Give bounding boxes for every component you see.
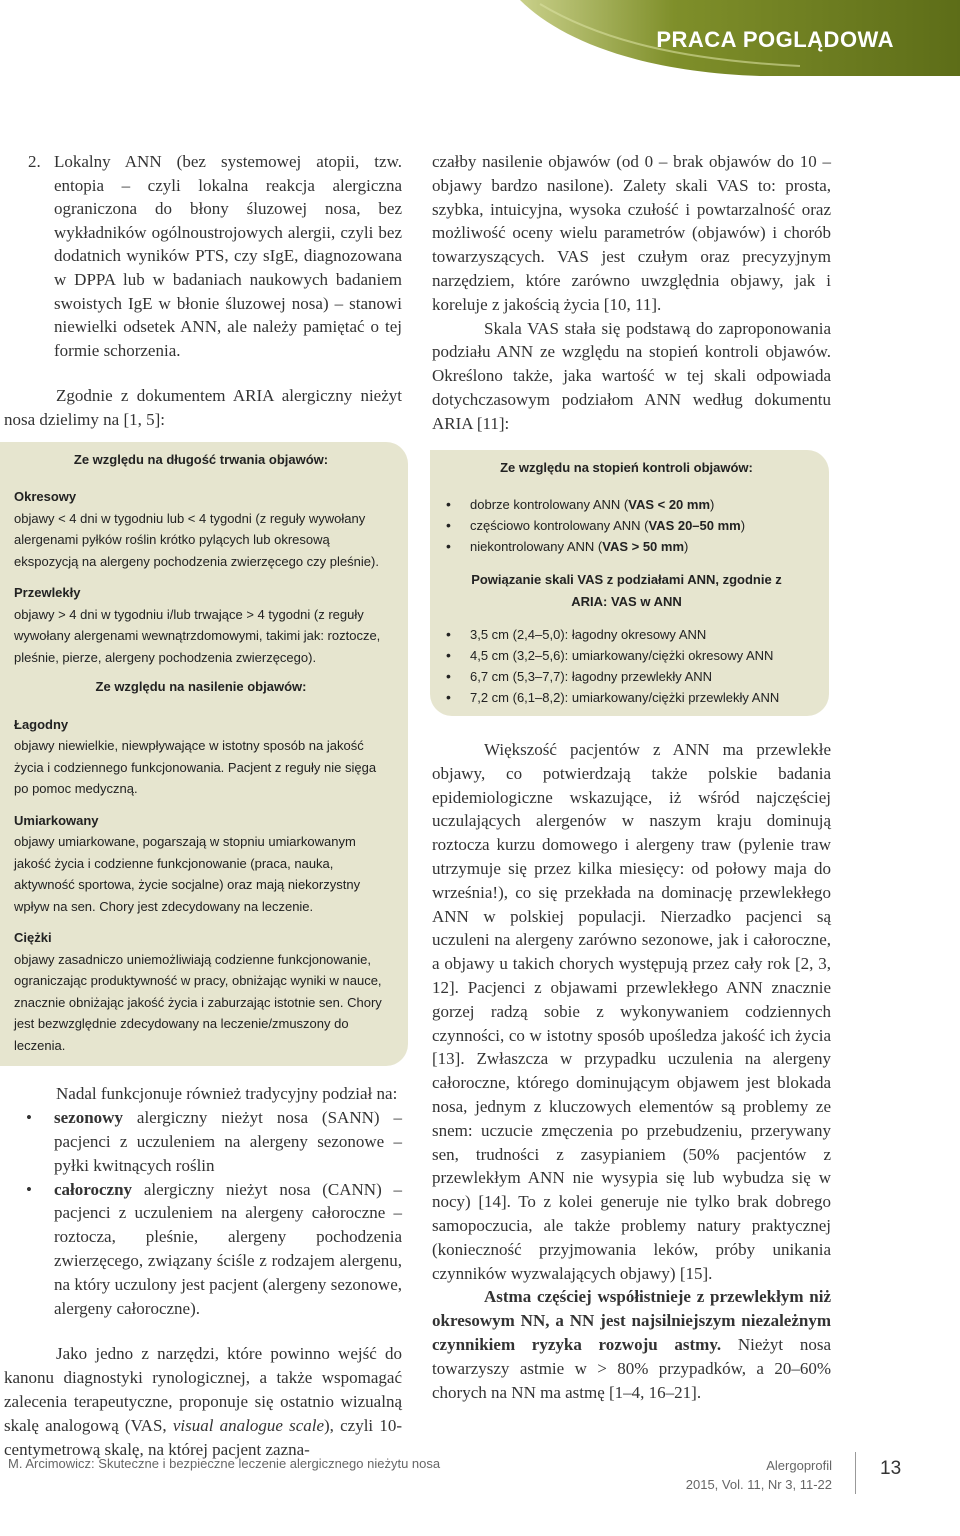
- box-heading-severity: Ze względu na nasilenie objawów:: [95, 679, 307, 695]
- footer-divider: [855, 1452, 856, 1494]
- page-number: 13: [880, 1458, 902, 1479]
- list-item: • 6,7 cm (5,3–7,7): łagodny przewlekły ANN: [444, 666, 809, 687]
- right-column: [432, 150, 831, 1404]
- bullet-bold: całoroczny: [54, 1179, 133, 1199]
- okresowy-title: Okresowy: [14, 489, 77, 505]
- text-span: niekontrolowany ANN (: [470, 539, 603, 555]
- umiarkowany-text: objawy umiarkowane, pogarszają w stopniu umiarkowanym jakość życia i codzienne funkcjonowanie (praca, nauka, aktywność sportowa, życie socjalne) oraz mają niekorzystny wpływ na sen. Chory jest zdecydowany na leczenie.: [14, 834, 361, 914]
- control-list: [444, 494, 809, 557]
- paragraph-asthma: [432, 1285, 831, 1404]
- bullet-seasonal: [26, 1106, 402, 1177]
- box-heading-control: Ze względu na stopień kontroli objawów:: [500, 459, 753, 475]
- list-item: • 7,2 cm (6,1–8,2): umiarkowany/ciężki przewlekły ANN: [444, 687, 809, 708]
- bullet-perennial: [26, 1178, 402, 1321]
- paragraph-aria-intro: Zgodnie z dokumentem ARIA alergiczny nieżyt nosa dzielimy na [1, 5]:: [4, 386, 402, 430]
- text-span: ): [740, 518, 746, 534]
- footer-citation: M. Arcimowicz: Skuteczne i bezpieczne leczenie alergicznego nieżytu nosa: [8, 1456, 441, 1471]
- list-number: 2.: [28, 152, 41, 171]
- bullet-dot: •: [26, 1108, 32, 1128]
- bold-span: VAS < 20 mm: [628, 497, 711, 513]
- journal-name: Alergoprofil: [766, 1458, 832, 1473]
- classification-box: [0, 442, 408, 1067]
- footer-journal: [686, 1456, 832, 1494]
- list-item: [444, 536, 809, 557]
- paragraph-vas-cont: czałby nasilenie objawów (od 0 – brak objawów do 10 – objawy bardzo nasilone). Zalety skali VAS to: prosta, szybka, intuicyjna, wysoka czułość i powtarzalność oraz możliwość oceny wielu parametrów (objawów) i chorób towarzyszących. VAS jest czułym oraz precyzyjnym narzędziem, które zarówno uwzględnia objawy, jak i koreluje z jakością życia [10, 11].: [432, 152, 831, 314]
- umiarkowany-title: Umiarkowany: [14, 812, 99, 828]
- text-span: Nieżyt nosa towarzyszy astmie w > 80% przypadków, a 20–60% chorych na NN ma astmę [1–4, 16–21].: [432, 1334, 831, 1402]
- vas-aria-list: [444, 624, 809, 708]
- list-item-2: [28, 150, 402, 362]
- przewlekly-text: objawy > 4 dni w tygodniu i/lub trwające > 4 tygodni (z reguły wywołany alergenami wewnątrzdomowymi, takimi jak: roztocze, pleśnie, pierze, alergeny pochodzenia zwierzęcego).: [14, 606, 381, 665]
- left-column: [4, 150, 402, 1461]
- paragraph-traditional: Nadal funkcjonuje również tradycyjny podział na:: [56, 1084, 398, 1104]
- text-span: ): [710, 497, 715, 513]
- section-label: PRACA POGLĄDOWA: [656, 27, 894, 52]
- list-item: • 4,5 cm (3,2–5,6): umiarkowany/ciężki okresowy ANN: [444, 645, 809, 666]
- list-text: Lokalny ANN (bez systemowej atopii, tzw. entopia – czyli lokalna reakcja alergiczna ograniczona do błony śluzowej nosa, bez wykładników ogólnoustrojowych alergii, czyli bez dodatnich wyników PTS, czy sIgE, diagnozowana w DPPA lub w badaniach naukowych badaniem swoistych IgE w błonie śluzowej nosa) – stanowi niewielki odsetek ANN, ale należy pamiętać o tej formie schorzenia.: [54, 152, 402, 360]
- vas-control-box: [430, 450, 829, 717]
- box-heading-vas-aria: Powiązanie skali VAS z podziałami ANN, zgodnie z ARIA: VAS w ANN: [471, 572, 782, 609]
- bold-span: VAS 20–50 mm: [648, 518, 741, 534]
- bullet-text: alergiczny nieżyt nosa (SANN) – pacjenci z uczuleniem na alergeny sezonowe – pyłki kwitnących roślin: [54, 1108, 402, 1175]
- text-span: częściowo kontrolowany ANN (: [470, 518, 649, 534]
- ciezki-text: objawy zasadniczo uniemożliwiają codzienne funkcjonowanie, ograniczając produktywność w pracy, obniżając wyniki w nauce, znacznie obniżając jakość życia i zaburzając istotnie sen. Chory jest bezwzględnie zdecydowany na leczenie/zmuszony do leczenia.: [14, 951, 382, 1053]
- list-item: [444, 515, 809, 536]
- page-header: [0, 0, 960, 80]
- text-span: dobrze kontrolowany ANN (: [470, 497, 629, 513]
- bullet-dot: •: [26, 1179, 32, 1199]
- lagodny-text: objawy niewielkie, niewpływające w istotny sposób na jakość życia i codziennego funkcjonowania. Pacjent z reguły nie sięga po pomoc medyczną.: [14, 738, 377, 797]
- text-span: ), czyli 10-centymetrową skalę, na której pacjent zazna-: [4, 1415, 402, 1459]
- paragraph-vas-basis: Skala VAS stała się podstawą do zaproponowania podziału ANN ze względu na stopień kontroli objawów. Określono także, jaka wartość w tej skali odpowiada dotychczasowym podziałom ANN według dokumentu ARIA [11]:: [432, 318, 831, 433]
- bold-span: Astma częściej współistnieje z przewlekłym niż okresowym NN, a NN jest najsilniejszym niezależnym czynnikiem ryzyka rozwoju astmy.: [432, 1287, 831, 1354]
- bullet-bold: sezonowy: [54, 1108, 123, 1128]
- paragraph-vas: [4, 1342, 402, 1461]
- lagodny-title: Łagodny: [14, 716, 69, 732]
- list-item: • 3,5 cm (2,4–5,0): łagodny okresowy ANN: [444, 624, 809, 645]
- ciezki-title: Ciężki: [14, 930, 52, 946]
- bullet-text: alergiczny nieżyt nosa (CANN) – pacjenci z uczuleniem na alergeny całoroczne – roztocza, pleśnie, alergeny pochodzenia zwierzęcego, związany ściśle z rodzajem alergenu, na który uczulony jest pacjent (alergeny sezonowe, alergeny całoroczne).: [54, 1179, 402, 1318]
- okresowy-text: objawy < 4 dni w tygodniu lub < 4 tygodni (z reguły wywołany alergenami pyłków roślin krótko pylących lub okresową ekspozycją na alergeny pochodzenia zwierzęcego czy pleśnie).: [14, 510, 379, 569]
- list-item: [444, 494, 809, 515]
- journal-issue: 2015, Vol. 11, Nr 3, 11-22: [685, 1477, 832, 1492]
- box-heading-duration: Ze względu na długość trwania objawów:: [73, 451, 329, 467]
- paragraph-chronic: Większość pacjentów z ANN ma przewlekłe objawy, co potwierdzają także polskie badania epidemiologiczne wskazujące, iż wśród najczęściej uczulających alergenów w naszym kraju dominują roztocza kurzu domowego i alergeny traw (pylenie traw utrzymuje się przez kilka miesięcy: od połowy maja do września!), co się przekłada na dominację przewlekłego ANN w polskiej populacji. Nierzadko pacjenci są uczuleni na alergeny zarówno sezonowe, jak i całoroczne, a objawy u takich chorych występują przez cały rok [2, 3, 12]. Pacjenci z objawami przewlekłego ANN znacznie gorzej radzą sobie z wykonywaniem codziennych czynności, co w istotny sposób upośledza jakość ich życia [13]. Zwłaszcza w przypadku uczulenia na alergeny całoroczne, którego dominującym objawem jest blokada nosa, jednym z kluczowych elementów są problemy ze snem: uczucie zmęczenia po przebudzeniu, przerywany sen, trudności z zasypianiem (50% pacjentów z przewlekłym ANN nie wysypia się lub wybudza się w nocy) [14]. To z kolei generuje nie tylko brak dobrego samopoczucia, ale także problemy natury praktycznej (konieczność przyjmowania leków, próby unikania czynników wyzwalających objawy) [15].: [432, 740, 831, 1283]
- text-span: ): [684, 539, 689, 555]
- bold-span: VAS > 50 mm: [602, 539, 685, 555]
- italic-span: visual analogue scale: [172, 1415, 325, 1435]
- text-span: Jako jedno z narzędzi, które powinno wejść do kanonu diagnostyki rynologicznej, a także wspomagać zalecenia terapeutyczne, proponuje się ostatnio wizualną skalę analogową (VAS,: [4, 1344, 402, 1435]
- przewlekly-title: Przewlekły: [14, 585, 81, 601]
